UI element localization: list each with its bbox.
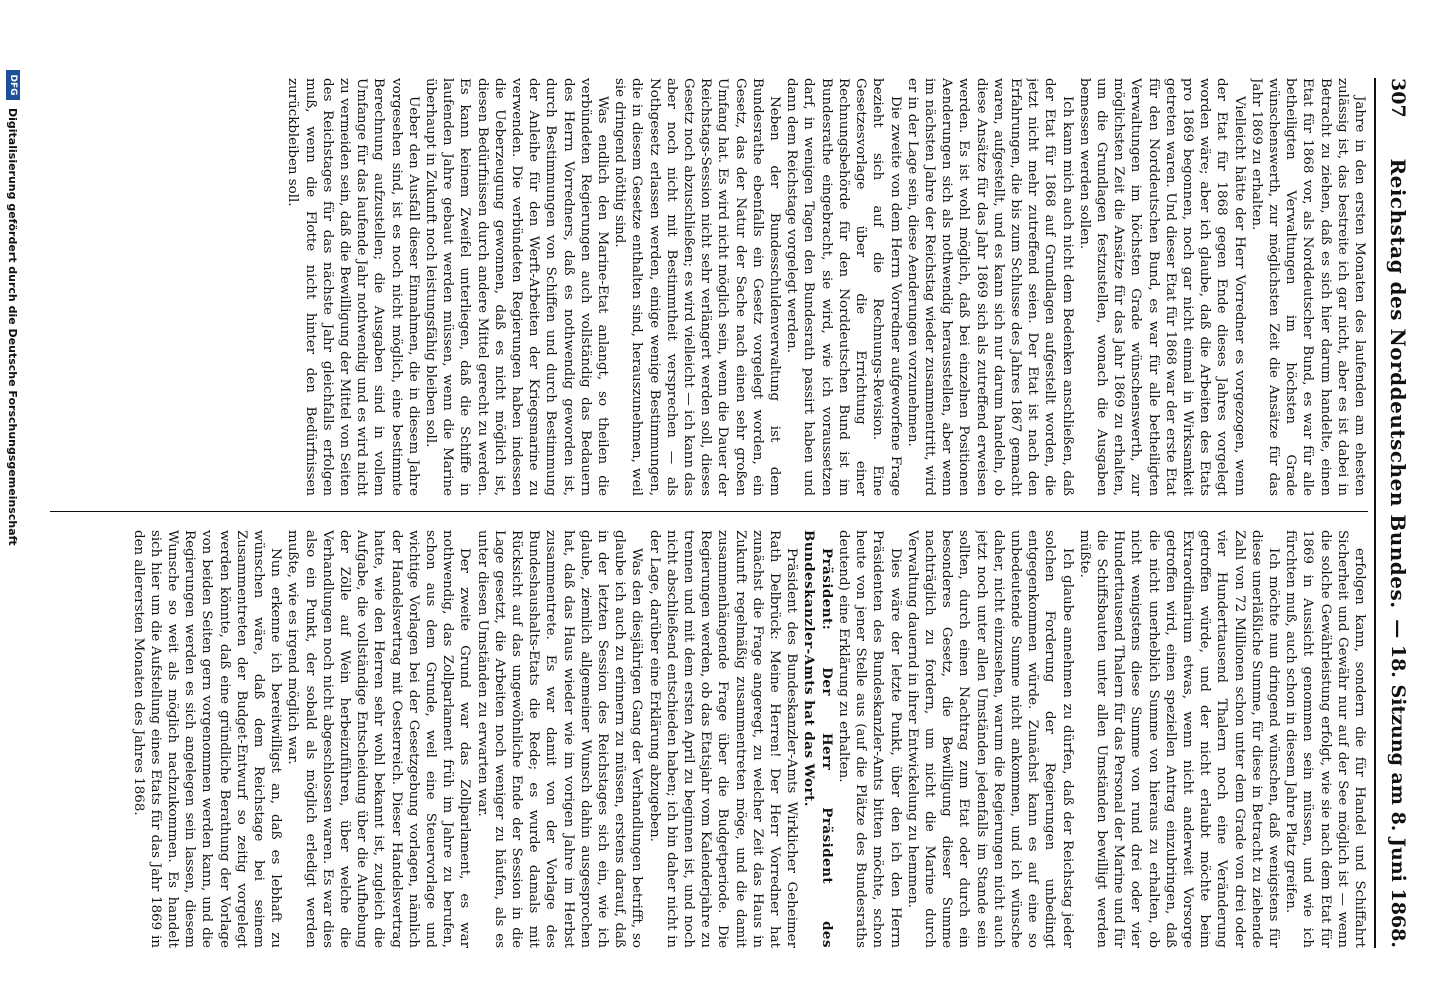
paragraph: Was endlich den Marine-Etat anlangt, so theilen die verbündeten Regierungen auch vollständig das Bedauern des Herrn Vorredners, daß es nothwendig geworden ist, durch Bestimmungen von Schiffen und durch Bestimmung der Anleihe für den Werft-Arbeiten der Kriegsmarine zu verwenden. Die verbündeten Regierungen haben indessen die Ueberzeugung gewonnen, daß es nicht möglich ist, diesen Bedürfnissen durch andere Mittel gerecht zu werden. Es kann keinem Zweifel unterliegen, daß die Schiffe in laufenden Jahre gebaut werden müssen, wenn die Marine überhaupt in Zukunft noch leistungsfähig bleiben soll. xyxy=(423,78,611,496)
paragraph: Die zweite von dem Herrn Vorredner aufgeworfene Frage bezieht sich auf die Rechnungs-Revision. Eine Gesetzesvorlage über die Errichtung einer Rechnungsbehörde für den Norddeutschen Bund ist im Bundesrathe eingebracht, sie wird, wie ich voraussetzen darf, in wenigen Tagen den Bundesrath passirt haben und dann dem Reichstage vorgelegt werden. xyxy=(784,78,903,496)
right-column xyxy=(50,530,1368,948)
paragraph: Ich kann mich auch nicht dem Bedenken anschließen, daß der Etat für 1868 auf Grundlagen aufgestellt worden, die jetzt nicht mehr zutreffend seien. Der Etat ist nach den Erfahrungen, die bis zum Schlusse des Jahres 1867 gemacht waren, aufgestellt, und es kann sich nur darum handeln, ob diese Ansätze für das Jahr 1869 sich als zutreffend erweisen werden. Es ist wohl möglich, daß bei einzelnen Positionen Aenderungen sich als nothwendig herausstellen, aber wenn im nächsten Jahre der Reichstag wieder zusammentritt, wird er in der Lage sein, diese Aenderungen vorzunehmen. xyxy=(904,78,1075,496)
paragraph: Vielleicht hätte der Herr Vorredner es vorgezogen, wenn der Etat für 1868 gegen Ende dieses Jahres vorgelegt worden wäre; aber ich glaube, daß die Arbeiten des Etats pro 1869 begonnen, noch gar nicht einmal in Wirksamkeit getreten waren. Und dieser Etat für 1868 war der erste Etat für den Norddeutschen Bund, es war für alle betheiligten Verwaltungen im höchsten Grade wünschenswerth, zur möglichsten Zeit die Ansätze für das Jahr 1869 zu erhalten, um die Grundlagen festzustellen, wonach die Ausgaben bemessen werden sollen. xyxy=(1076,78,1247,496)
text-columns xyxy=(50,78,1368,948)
speaker-paragraph: Präsident: Der Herr Präsident des Bundeskanzler-Amts hat das Wort. xyxy=(801,530,835,948)
left-column xyxy=(50,78,1368,496)
paragraph: Ueber den Ausfall dieser Einnahmen, die in diesem Jahre vorgesehen sind, ist es noch nicht möglich, eine bestimmte Berechnung aufzustellen; die Ausgaben sind in vollem Umfange für das laufende Jahr nothwendig und es wird nicht zu vermeiden sein, daß die Bewilligung der Mittel von Seiten des Reichstages für das nächste Jahr gleichfalls erfolgen muß, wenn die Flotte nicht hinter den Bedürfnissen zurückbleiben soll. xyxy=(285,78,421,496)
paragraph: Dies wäre der letzte Punkt, über den ich den Herrn Präsidenten des Bundeskanzler-Amts bitten möchte, schon heute von jener Stelle aus (auf die Plätze des Bundesraths deutend) eine Erklärung zu erhalten. xyxy=(835,530,903,948)
footer-text: Digitalisierung gefördert durch die Deutsche Forschungsgemeinschaft xyxy=(6,108,20,546)
paragraph: Nun erkenne ich bereitwilligst an, daß es lebhaft zu wünschen wäre, daß dem Reichstage bei seinem Zusammentreten der Budget-Entwurf so zeitig vorgelegt werden könnte, daß eine gründliche Berathung der Vorlage von beiden Seiten gern vorgenommen werden kann, und die Regierungen werden es sich angelegen sein lassen, diesem Wunsche so weit als möglich nachzukommen. Es handelt sich hier um die Aufstellung eines Etats für das Jahr 1869 in den allerersten Monaten des Jahres 1868. xyxy=(130,530,284,948)
page-title: Reichstag des Norddeutschen Bundes. xyxy=(1386,158,1410,609)
paragraph: Ich glaube annehmen zu dürfen, daß der Reichstag jeder solchen Forderung der Regierungen unbedingt entgegenkommen würde. Zunächst kann es auf eine so unbedeutende Summe nicht ankommen, und ich wünsche daher, nicht einzusehen, warum die Regierungen nicht auch jetzt noch unter allen Umständen jedenfalls im Stande sein sollten, durch einen Nachtrag zum Etat oder durch ein besonderes Gesetz, die Bewilligung dieser Summe nachträglich zu fordern, um nicht die Marine durch Verwaltung dauernd in ihrer Entwickelung zu hemmen. xyxy=(904,530,1075,948)
page-number: 307 xyxy=(1387,78,1409,118)
page-header xyxy=(1374,78,1420,948)
column-divider xyxy=(50,511,1368,512)
footer xyxy=(6,70,20,546)
page-inner xyxy=(50,78,1420,948)
paragraph: erfolgen kann, sondern die für Handel und Schiffahrt Sicherheit und Gewähr nur auf der See möglich ist — wenn die solche Gewährleistung erfolgt, wie sie nach dem Etat für 1869 in Aussicht genommen sein müssen, und wie ich fürchten muß, auch schon in diesem Jahre Platz greifen. xyxy=(1283,530,1367,948)
paragraph: Präsident des Bundeskanzler-Amts Wirklicher Geheimer Rath Delbrück: Meine Herren! Der Herr Vorredner hat zunächst die Frage angeregt, zu welcher Zeit das Haus in Zukunft regelmäßig zusammentreten möge, und die damit zusammenhängende Frage über die Budgetperiode. Die Regierungen werden, ob das Etatsjahr vom Kalenderjahre zu trennen und mit dem ersten April zu beginnen ist, und noch nicht abschließend entschieden haben; ich bin daher nicht in der Lage, darüber eine Erklärung abzugeben. xyxy=(646,530,800,948)
paragraph: Der zweite Grund war das Zollparlament, es war nothwendig, das Zollparlament früh im Jahre zu berufen, schon aus dem Grunde, weil eine Steuervorlage und wichtige Vorlagen bei der Gesetzgebung vorlagen, nämlich der Handelsvertrag mit Oesterreich. Dieser Handelsvertrag hatte, wie den Herren sehr wohl bekannt ist, zugleich die Aufgabe, die vollständige Entscheidung über die Aufhebung der Zölle auf Wein herbeizuführen, über welche die Verhandlungen noch nicht abgeschlossen waren. Es war dies also ein Punkt, der sobald als möglich erledigt werden mußte, wie es irgend möglich war. xyxy=(285,530,473,948)
paragraph: Ich möchte nun dringend wünschen, daß wenigstens für diese unerläßliche Summe, für diese in Betracht zu ziehende Zahl von 72 Millionen schon unter dem Grade von drei oder vier Hunderttausend Thalern noch eine Veränderung getroffen würde, und der nicht erlaubt möchte beim Extraordinarium etwas, wenn nicht anderweit Vorsorge getroffen wird, einen speziellen Antrag einzubringen, daß die nicht unerheblich Summe von hieraus zu erhalten, ob nicht wenigstens diese Summe von rund drei oder vier Hunderttausend Thalern für das Personal der Marine und für die Schiffsbauten unter allen Umständen bewilligt werden müßte. xyxy=(1076,530,1281,948)
paragraph: Was den diesjährigen Gang der Verhandlungen betrifft, so glaube ich auch zu erinnern zu müssen, erstens darauf, daß in der letzten Session des Reichstages sich ein, wie ich glaube, ziemlich allgemeiner Wunsch dahin ausgesprochen hat, daß das Haus wieder wie im vorigen Jahre im Herbst zusammentrete. Es war damit von der Vorlage des Bundeshaushalts-Etats die Rede; es wurde damals mit Rücksicht auf das ungewöhnliche Ende der Session in die Lage gesetzt, die Arbeiten noch weniger zu häufen, als es unter diesen Umständen zu erwarten war. xyxy=(474,530,645,948)
paragraph: Jahre in den ersten Monaten des laufenden am ehesten zulässig ist, das bestreite ich gar nicht, aber es ist dabei in Betracht zu ziehen, daß es sich hier darum handelte, einen Etat für 1868 vor, als Norddeutscher Bund, es war für alle betheiligten Verwaltungen im höchsten Grade wünschenswerth, zur möglichsten Zeit die Ansätze für das Jahr 1869 zu erhalten. xyxy=(1248,78,1367,496)
paragraph: Neben der Bundesschuldenverwaltung ist dem Bundesrathe ebenfalls ein Gesetz vorgelegt worden, ein Gesetz, das der Natur der Sache nach einen sehr großen Umfang hat. Es wird nicht möglich sein, wenn die Dauer der Reichstags-Session nicht sehr verlängert werden soll, dieses Gesetz noch abzuschließen; es wird vielleicht — ich kann das aber noch nicht mit Bestimmtheit versprechen — als Nothgesetz erlassen werden, einige wenige Bestimmungen, die in diesem Gesetze enthalten sind, herauszunehmen, weil sie dringend nöthig sind. xyxy=(612,78,783,496)
dfg-logo: DFG xyxy=(6,70,20,100)
session-info: — 18. Sitzung am 8. Juni 1868. xyxy=(1387,619,1409,948)
